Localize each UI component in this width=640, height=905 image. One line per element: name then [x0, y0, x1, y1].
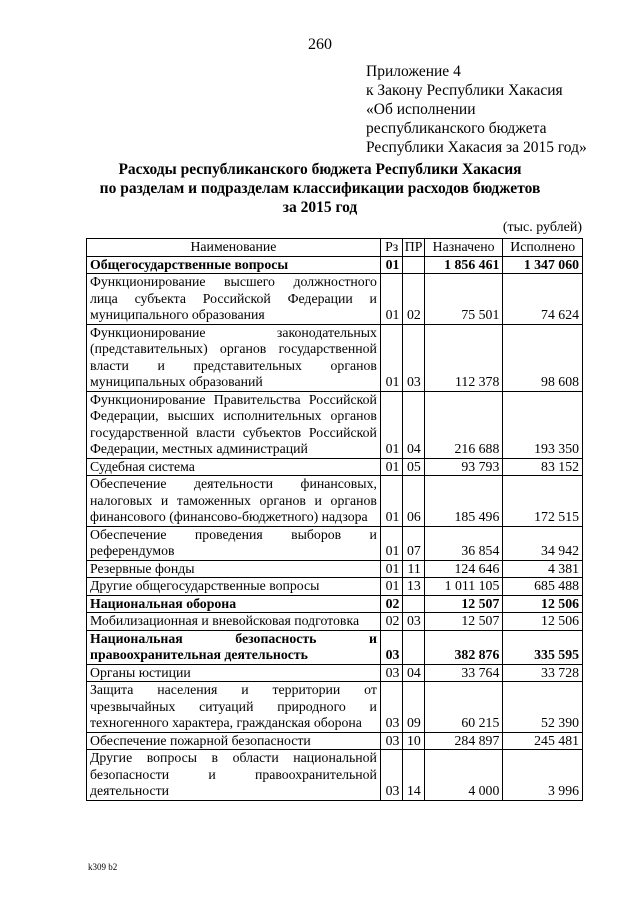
page-number: 260 — [308, 36, 332, 53]
row-section-code: 02 — [380, 613, 402, 631]
row-name: Мобилизационная и вневойсковая подготовка — [87, 613, 381, 631]
table-row — [87, 613, 583, 631]
row-section-code: 01 — [380, 560, 402, 578]
table-section-row — [87, 630, 583, 664]
expenditure-table — [86, 238, 583, 801]
row-executed: 33 728 — [503, 664, 583, 682]
table-header-row — [87, 239, 583, 257]
row-section-code: 01 — [380, 476, 402, 527]
row-subsection-code: 10 — [403, 732, 424, 750]
title-line: Расходы республиканского бюджета Республики Хакасия — [118, 161, 522, 178]
row-executed: 12 506 — [503, 595, 583, 613]
row-section-code: 01 — [380, 458, 402, 476]
row-executed: 4 381 — [503, 560, 583, 578]
row-subsection-code: 03 — [403, 324, 424, 391]
row-executed: 172 515 — [503, 476, 583, 527]
row-subsection-code: 11 — [403, 560, 424, 578]
row-executed: 74 624 — [503, 274, 583, 325]
row-section-code: 01 — [380, 256, 402, 274]
title-line: по разделам и подразделам классификации расходов бюджетов — [99, 180, 541, 197]
table-row — [87, 324, 583, 391]
row-planned: 75 501 — [424, 274, 503, 325]
row-section-code: 02 — [380, 595, 402, 613]
units-label: (тыс. рублей) — [502, 220, 582, 235]
row-executed: 12 506 — [503, 613, 583, 631]
row-subsection-code: 05 — [403, 458, 424, 476]
row-subsection-code: 07 — [403, 526, 424, 560]
row-section-code: 03 — [380, 732, 402, 750]
row-planned: 60 215 — [424, 682, 503, 733]
row-name: Обеспечение деятельности финансовых, налоговых и таможенных органов и органов финансового (финансово-бюджетного) надзора — [87, 476, 381, 527]
document-title — [0, 160, 640, 217]
row-section-code: 01 — [380, 578, 402, 596]
row-subsection-code — [403, 595, 424, 613]
table-row — [87, 391, 583, 458]
row-name: Органы юстиции — [87, 664, 381, 682]
table-row — [87, 274, 583, 325]
table-section-row — [87, 595, 583, 613]
row-name: Национальная оборона — [87, 595, 381, 613]
row-subsection-code: 13 — [403, 578, 424, 596]
row-name: Национальная безопасность и правоохранительная деятельность — [87, 630, 381, 664]
table-row — [87, 560, 583, 578]
row-subsection-code: 03 — [403, 613, 424, 631]
title-line: за 2015 год — [282, 199, 358, 216]
row-executed: 1 347 060 — [503, 256, 583, 274]
row-planned: 382 876 — [424, 630, 503, 664]
row-subsection-code: 04 — [403, 391, 424, 458]
row-subsection-code: 02 — [403, 274, 424, 325]
row-subsection-code — [403, 630, 424, 664]
table-row — [87, 476, 583, 527]
row-planned: 216 688 — [424, 391, 503, 458]
row-section-code: 01 — [380, 526, 402, 560]
table-section-row — [87, 256, 583, 274]
row-name: Резервные фонды — [87, 560, 381, 578]
row-section-code: 01 — [380, 274, 402, 325]
row-planned: 4 000 — [424, 750, 503, 801]
row-executed: 193 350 — [503, 391, 583, 458]
table-row — [87, 664, 583, 682]
row-subsection-code — [403, 256, 424, 274]
row-name: Обеспечение пожарной безопасности — [87, 732, 381, 750]
header-executed: Исполнено — [503, 239, 583, 257]
row-planned: 93 793 — [424, 458, 503, 476]
footer-code: k309 b2 — [88, 862, 118, 872]
row-subsection-code: 14 — [403, 750, 424, 801]
appendix-line: Приложение 4 — [366, 63, 461, 80]
row-planned: 12 507 — [424, 613, 503, 631]
header-subsection: ПР — [404, 239, 423, 254]
row-name: Судебная система — [87, 458, 381, 476]
table-row — [87, 750, 583, 801]
header-planned: Назначено — [424, 239, 503, 257]
row-name: Обеспечение проведения выборов и референдумов — [87, 526, 381, 560]
row-section-code: 03 — [380, 682, 402, 733]
appendix-line: Республики Хакасия за 2015 год» — [366, 139, 587, 156]
header-section: Рз — [380, 239, 402, 257]
row-executed: 83 152 — [503, 458, 583, 476]
table-row — [87, 732, 583, 750]
row-planned: 185 496 — [424, 476, 503, 527]
table-row — [87, 526, 583, 560]
row-planned: 284 897 — [424, 732, 503, 750]
appendix-line: республиканского бюджета — [366, 120, 547, 137]
row-executed: 685 488 — [503, 578, 583, 596]
row-planned: 36 854 — [424, 526, 503, 560]
row-name: Защита населения и территории от чрезвычайных ситуаций природного и техногенного характера, гражданская оборона — [87, 682, 381, 733]
row-section-code: 01 — [380, 324, 402, 391]
row-subsection-code: 09 — [403, 682, 424, 733]
row-section-code: 01 — [380, 391, 402, 458]
row-subsection-code: 06 — [403, 476, 424, 527]
row-planned: 33 764 — [424, 664, 503, 682]
row-executed: 245 481 — [503, 732, 583, 750]
appendix-line: к Закону Республики Хакасия — [366, 82, 563, 99]
row-executed: 98 608 — [503, 324, 583, 391]
row-section-code: 03 — [380, 664, 402, 682]
table-row — [87, 458, 583, 476]
row-executed: 52 390 — [503, 682, 583, 733]
row-name: Функционирование законодательных (представительных) органов государственной власти и представительных органов муниципальных образований — [87, 324, 381, 391]
row-executed: 335 595 — [503, 630, 583, 664]
row-name: Другие вопросы в области национальной безопасности и правоохранительной деятельности — [87, 750, 381, 801]
row-planned: 12 507 — [424, 595, 503, 613]
row-executed: 3 996 — [503, 750, 583, 801]
row-executed: 34 942 — [503, 526, 583, 560]
row-planned: 124 646 — [424, 560, 503, 578]
row-section-code: 03 — [380, 630, 402, 664]
table-row — [87, 578, 583, 596]
row-subsection-code: 04 — [403, 664, 424, 682]
row-planned: 1 011 105 — [424, 578, 503, 596]
row-planned: 112 378 — [424, 324, 503, 391]
row-name: Функционирование высшего должностного лица субъекта Российской Федерации и муниципального образования — [87, 274, 381, 325]
row-section-code: 03 — [380, 750, 402, 801]
row-name: Общегосударственные вопросы — [87, 256, 381, 274]
row-name: Другие общегосударственные вопросы — [87, 578, 381, 596]
row-planned: 1 856 461 — [424, 256, 503, 274]
appendix-line: «Об исполнении — [366, 101, 476, 118]
row-name: Функционирование Правительства Российской Федерации, высших исполнительных органов государственной власти субъектов Российской Федерации, местных администраций — [87, 391, 381, 458]
table-body — [87, 256, 583, 800]
appendix-note — [366, 62, 626, 157]
table-row — [87, 682, 583, 733]
header-name: Наименование — [87, 239, 381, 257]
